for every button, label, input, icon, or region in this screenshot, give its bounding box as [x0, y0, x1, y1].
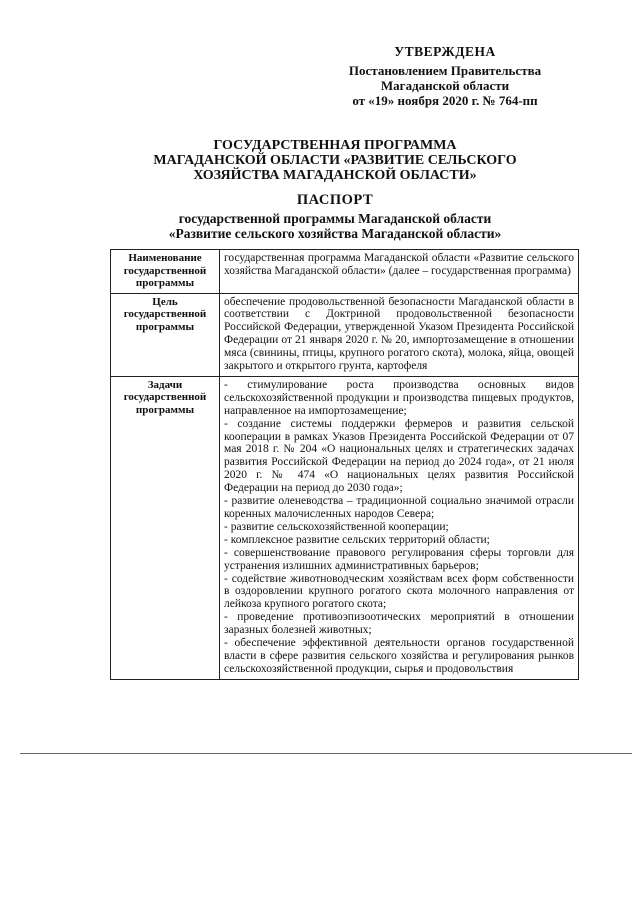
row-value-tasks [220, 376, 579, 679]
approval-stamp [300, 44, 590, 108]
approval-line-2: Магаданской области [380, 78, 510, 93]
passport-subtitle [110, 211, 560, 241]
row-value-name: государственная программа Магаданской области «Развитие сельского хозяйства Магаданской области» (далее – государственная программа) [220, 250, 579, 294]
task-item: - комплексное развитие сельских территорий области; [224, 533, 490, 546]
task-item: - стимулирование роста производства основных видов сельскохозяйственной продукции и производства пищевых продуктов, направленное на импортозамещение; [224, 378, 574, 417]
task-item: - развитие сельскохозяйственной кооперации; [224, 520, 449, 533]
approval-line-1: Постановлением Правительства [348, 63, 542, 78]
task-item: - развитие оленеводства – традиционной социально значимой отрасли коренных малочисленных народов Севера; [224, 495, 574, 520]
passport-table [110, 249, 579, 680]
passport-subtitle-line-2: «Развитие сельского хозяйства Магаданской области» [168, 226, 502, 241]
table-row [111, 293, 579, 376]
row-label-name: Наименование государственной программы [111, 250, 220, 294]
passport-heading: ПАСПОРТ [296, 192, 374, 208]
table-row [111, 250, 579, 294]
row-label-goal: Цель государственной программы [111, 293, 220, 376]
passport-subtitle-line-1: государственной программы Магаданской области [178, 211, 492, 226]
approval-title: УТВЕРЖДЕНА [394, 44, 496, 59]
task-item: - создание системы поддержки фермеров и развития сельской кооперации в рамках Указов Президента Российской Федерации от 07 мая 2018 г. № 204 «О национальных целях и стратегических задачах развития Российской Федерации на период до 2024 года», от 21 июля 2020 г. № 474 «О национальных целях развития Российской Федерации на период до 2030 года»; [224, 417, 574, 495]
program-title-line-3: ХОЗЯЙСТВА МАГАДАНСКОЙ ОБЛАСТИ» [193, 168, 477, 183]
program-title-line-2: МАГАДАНСКОЙ ОБЛАСТИ «РАЗВИТИЕ СЕЛЬСКОГО [153, 153, 517, 168]
page-divider [20, 753, 632, 754]
approval-line-3: от «19» ноября 2020 г. № 764-пп [352, 93, 538, 108]
row-label-tasks: Задачи государственной программы [111, 376, 220, 679]
row-value-goal: обеспечение продовольственной безопасности Магаданской области в соответствии с Доктриной продовольственной безопасности Российской Федерации, утвержденной Указом Президента Российской Федерации от 21 января 2020 г. № 20, импортозамещение в отношении мяса (свинины, птицы, крупного рогатого скота), молока, яйца, овощей закрытого и открытого грунта, картофеля [220, 293, 579, 376]
task-item: - проведение противоэпизоотических мероприятий в отношении заразных болезней животных; [224, 611, 574, 637]
program-title [90, 138, 580, 183]
task-item: - содействие животноводческим хозяйствам всех форм собственности в оздоровлении крупного рогатого скота молочного направления от лейкоза крупного рогатого скота; [224, 572, 574, 611]
program-title-line-1: ГОСУДАРСТВЕННАЯ ПРОГРАММА [213, 138, 457, 153]
table-row [111, 376, 579, 679]
task-item: - обеспечение эффективной деятельности органов государственной власти в сфере развития сельского хозяйства и регулирования рынков сельскохозяйственной продукции, сырья и продовольствия [224, 637, 574, 675]
task-item: - совершенствование правового регулирования сферы торговли для устранения излишних административных барьеров; [224, 546, 574, 572]
